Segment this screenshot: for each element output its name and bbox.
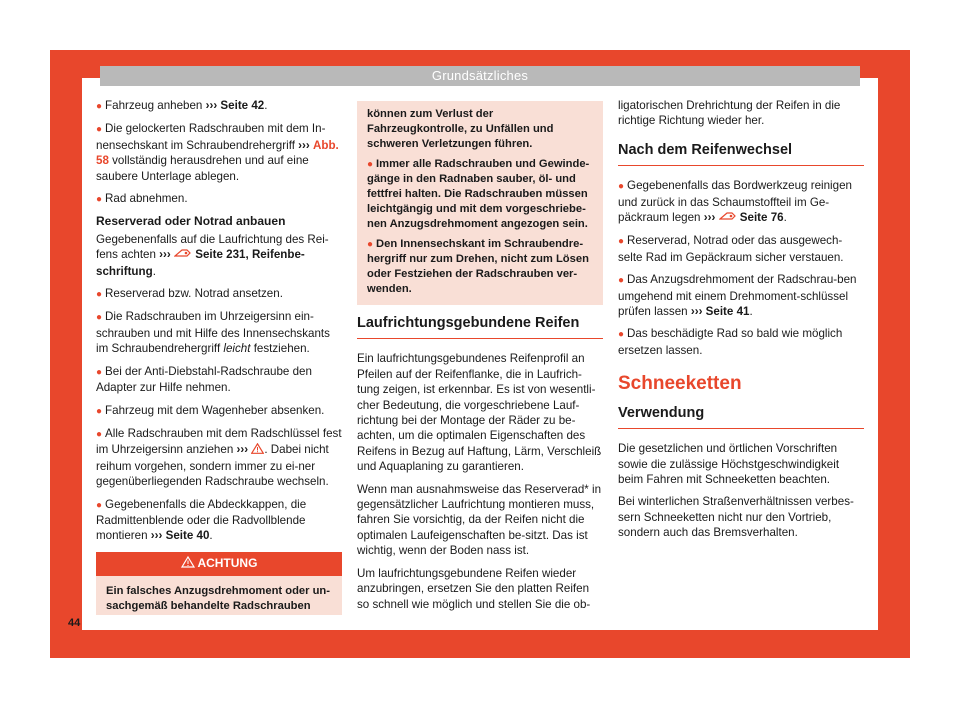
column-1 xyxy=(96,98,342,551)
warning-header: ACHTUNG xyxy=(96,552,342,576)
list-item: ● Den Innensechskant im Schraubendre-hergriff nur zum Drehen, nicht zum Lösen oder Festziehen der Radschrauben ver-wenden. xyxy=(367,238,589,295)
list-item: ● Gegebenenfalls die Abdeckkappen, die Radmittenblende oder die Radvollblende montieren ››› Seite 40. xyxy=(96,497,307,543)
tool-icon xyxy=(174,248,192,263)
list-item: ● Fahrzeug anheben ››› Seite 42. xyxy=(96,99,268,112)
section-heading: Nach dem Reifenwechsel xyxy=(618,143,864,166)
page-link[interactable]: Seite 76 xyxy=(736,211,784,225)
list-item: ● Reserverad bzw. Notrad ansetzen. xyxy=(96,287,283,301)
page-link[interactable]: ››› Seite 42 xyxy=(205,99,265,112)
header-bar xyxy=(100,66,860,86)
list-item: ● Gegebenenfalls das Bordwerkzeug reinigen und zurück in das Schaumstoffteil im Ge-päckraum legen ››› Seite 76. xyxy=(618,178,864,226)
section-heading: Laufrichtungsgebundene Reifen xyxy=(357,316,603,339)
paragraph: Ein laufrichtungsgebundenes Reifenprofil an Pfeilen auf der Reifenflanke, die in Laufrich-tung zeigen, ist erkennbar. Es ist von wesentli-cher Bedeutung, die vorgeschriebene Lauf-richtung bei der Montage der Räder zu be-achten, um die optimalen Eigenschaften des Reifens in Bezug auf Haftung, Lärm, Verschleiß und Aquaplaning zu garantieren. xyxy=(357,352,602,474)
list-item: ● Fahrzeug mit dem Wagenheber absenken. xyxy=(96,403,325,417)
list-item: ● Das Anzugsdrehmoment der Radschrau-ben umgehend mit einem Drehmoment-schlüssel prüfen lassen ››› Seite 41. xyxy=(618,273,857,319)
paragraph: Um laufrichtungsgebundene Reifen wieder anzubringen, ersetzen Sie den platten Reifen so schnell wie möglich und stellen Sie die ob- xyxy=(357,566,591,611)
page-link[interactable]: ››› Seite 40 xyxy=(150,529,210,543)
list-item: ● Die gelockerten Radschrauben mit dem In-nensechskant im Schraubendrehergriff ››› Abb. 58 vollständig herausdrehen und auf eine saubere Unterlage ablegen. xyxy=(96,122,339,183)
bullet-icon: ● xyxy=(96,499,103,511)
column-2 xyxy=(357,304,603,619)
bullet-icon: ● xyxy=(96,366,103,378)
list-item: ● Bei der Anti-Diebstahl-Radschraube den Adapter zur Hilfe nehmen. xyxy=(96,364,312,395)
tool-icon xyxy=(719,211,737,226)
bullet-icon: ● xyxy=(96,428,103,440)
page-link[interactable]: Seite 231, Reifenbe-schriftung xyxy=(96,248,305,278)
bullet-icon: ● xyxy=(96,312,103,324)
bullet-icon: ● xyxy=(618,275,625,287)
bullet-icon: ● xyxy=(618,329,625,341)
section-heading: Verwendung xyxy=(618,406,864,429)
paragraph: Die gesetzlichen und örtlichen Vorschriften sowie die zulässige Höchstgeschwindigkeit beim Fahren mit Schneeketten beachten. xyxy=(618,442,840,486)
list-item: ● Die Radschrauben im Uhrzeigersinn ein-schrauben und mit Hilfe des Innensechskants im Schraubendrehergriff leicht festziehen. xyxy=(96,310,330,356)
warning-body: Ein falsches Anzugsdrehmoment oder un-sachgemäß behandelte Radschrauben xyxy=(96,576,342,615)
bullet-icon: ● xyxy=(96,101,103,112)
warning-icon xyxy=(181,556,195,571)
column-3 xyxy=(618,98,864,548)
paragraph: Wenn man ausnahmsweise das Reserverad* in gegensätzlicher Laufrichtung montieren muss, fahren Sie vorsichtig, da der Reifen nicht die optimalen Laufeigenschaften be-sitzt. Das ist wichtig, wenn der Boden nass ist. xyxy=(357,482,602,558)
paragraph: Gegebenenfalls auf die Laufrichtung des Rei-fens achten ››› Seite 231, Reifenbe-schriftung. xyxy=(96,232,329,278)
page-link[interactable]: ››› Seite 41 xyxy=(690,305,750,319)
sub-heading: Reserverad oder Notrad anbauen xyxy=(96,214,286,229)
warning-box xyxy=(96,552,342,615)
list-item: ● Rad abnehmen. xyxy=(96,192,188,206)
chapter-heading: Schneeketten xyxy=(618,373,742,395)
bullet-icon: ● xyxy=(96,405,103,417)
paragraph: ligatorischen Drehrichtung der Reifen in die richtige Richtung wieder her. xyxy=(618,99,841,128)
bullet-icon: ● xyxy=(618,181,625,193)
bullet-icon: ● xyxy=(96,124,103,136)
figure-link[interactable]: Abb. 58 xyxy=(96,138,339,168)
warning-icon[interactable] xyxy=(251,443,264,458)
bullet-icon: ● xyxy=(618,236,625,248)
list-item: ● Reserverad, Notrad oder das ausgewech-selte Rad im Gepäckraum sicher verstauen. xyxy=(618,234,844,264)
warning-box-continued: können zum Verlust der Fahrzeugkontrolle, zu Unfällen und schweren Verletzungen führen. ● Immer alle Radschrauben und Gewinde-gänge in den Radnaben sauber, öl- und fettfrei halten. Die Radschrauben müssen leichtgängig und mit dem vorgeschriebe-nen Anzugsdrehmoment angezogen sein. ● Den Innensechskant im Schraubendre-hergriff nur zum Drehen, nicht zum Lösen oder Festziehen der Radschrauben ver-wenden. xyxy=(357,101,603,305)
paragraph: Bei winterlichen Straßenverhältnissen verbes-sern Schneeketten nicht nur den Vortrieb, sondern auch das Bremsverhalten. xyxy=(618,495,854,540)
list-item: ● Immer alle Radschrauben und Gewinde-gänge in den Radnaben sauber, öl- und fettfrei halten. Die Radschrauben müssen leichtgängig und mit dem vorgeschriebe-nen Anzugsdrehmoment angezogen sein. xyxy=(367,158,590,230)
list-item: ● Das beschädigte Rad so bald wie möglich ersetzen lassen. xyxy=(618,327,843,357)
page-number: 44 xyxy=(68,617,81,629)
bullet-icon: ● xyxy=(96,289,103,301)
bullet-icon: ● xyxy=(96,194,103,206)
page-title: Grundsätzliches xyxy=(431,68,529,83)
list-item: ● Alle Radschrauben mit dem Radschlüssel fest im Uhrzeigersinn anziehen ››› . Dabei nicht reihum vorgehen, sondern immer zu ei-ner gegenüberliegenden Radschraube wechseln. xyxy=(96,426,342,489)
